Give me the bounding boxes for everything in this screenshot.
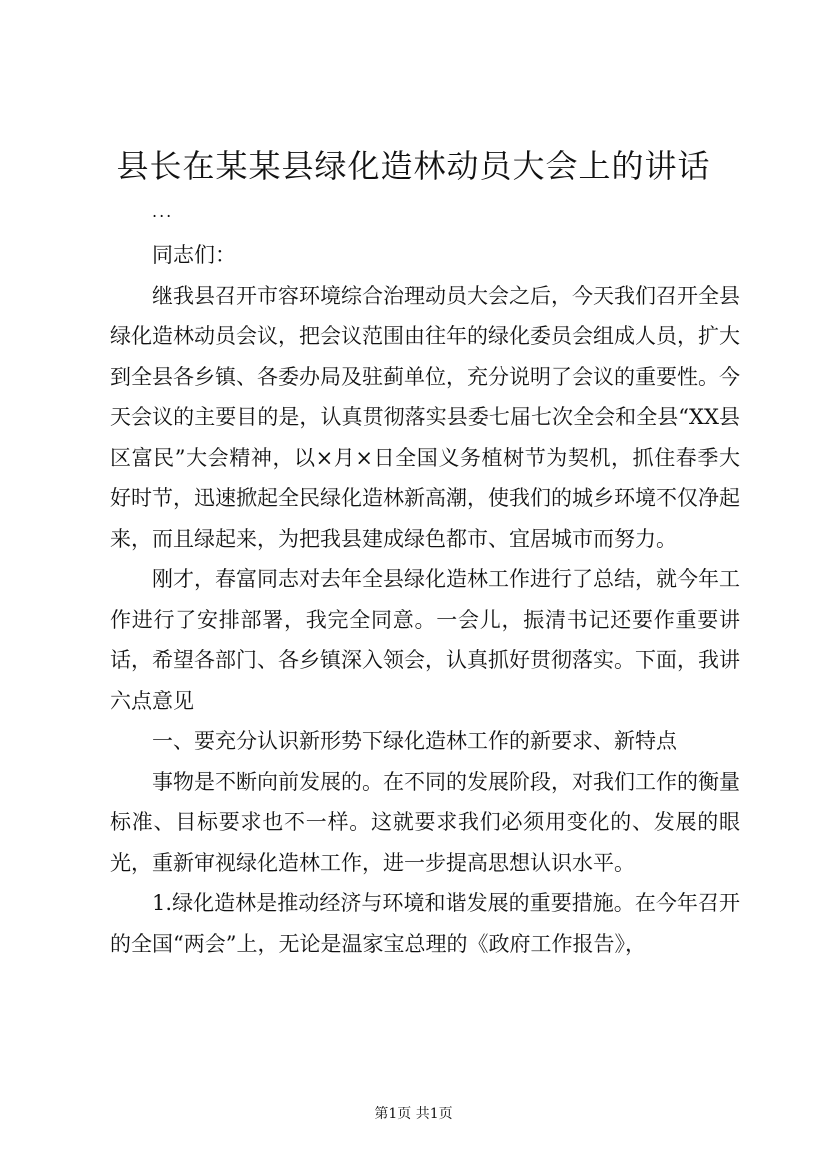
paragraph: 刚才，春富同志对去年全县绿化造林工作进行了总结，就今年工作进行了安排部署，我完全同意。一会儿，振清书记还要作重要讲话，希望各部门、各乡镇深入领会，认真抓好贯彻落实。下面，我讲六点意见	[110, 567, 740, 713]
ellipsis-marker: ...	[152, 202, 174, 221]
paragraph: 继我县召开市容环境综合治理动员大会之后，今天我们召开全县绿化造林动员会议，把会议范围由往年的绿化委员会组成人员，扩大到全县各乡镇、各委办局及驻蓟单位，充分说明了会议的重要性。今天会议的主要目的是，认真贯彻落实县委七届七次全会和全县“XX县区富民”大会精神，以×月×日全国义务植树节为契机，抓住春季大好时节，迅速掀起全民绿化造林新高潮，使我们的城乡环境不仅净起来，而且绿起来，为把我县建成绿色都市、宜居城市而努力。	[110, 283, 740, 551]
section-heading: 一、要充分认识新形势下绿化造林工作的新要求、新特点	[152, 729, 677, 753]
page-number: 第1页 共1页	[374, 1106, 453, 1122]
document-body	[110, 235, 740, 964]
salutation: 同志们：	[152, 243, 236, 267]
paragraph: 1.绿化造林是推动经济与环境和谐发展的重要措施。在今年召开的全国“两会”上，无论是温家宝总理的《政府工作报告》，	[110, 891, 740, 956]
document-title: 县长在某某县绿化造林动员大会上的讲话	[116, 147, 711, 185]
paragraph: 事物是不断向前发展的。在不同的发展阶段，对我们工作的衡量标准、目标要求也不一样。这就要求我们必须用变化的、发展的眼光，重新审视绿化造林工作，进一步提高思想认识水平。	[110, 769, 740, 875]
